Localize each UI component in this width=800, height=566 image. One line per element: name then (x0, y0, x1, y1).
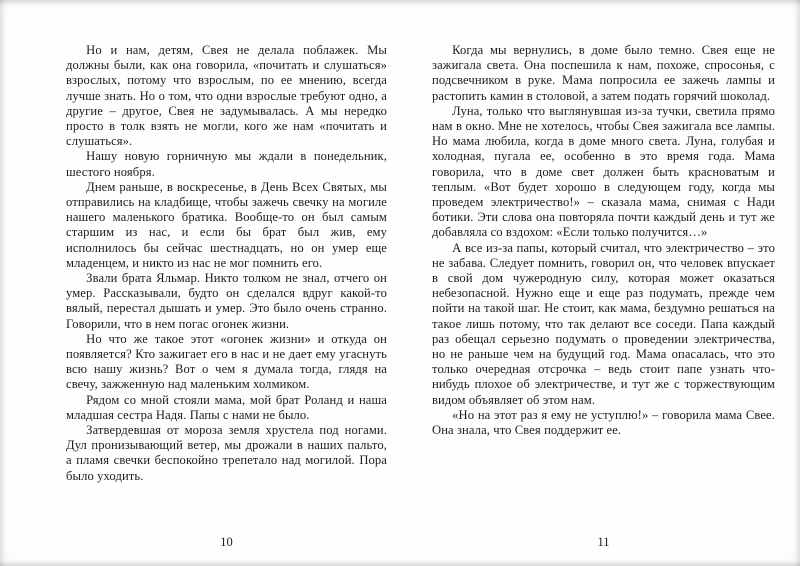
right-page-number: 11 (597, 535, 610, 549)
paragraph: Но что же такое этот «огонек жизни» и откуда он появляется? Кто зажигает его в нас и не дает ему угаснуть всю нашу жизнь? Вот о чем я думала тогда, глядя на свечу, зажженную над маленьким холмиком. (66, 331, 387, 392)
left-page-text-block (66, 43, 387, 484)
paragraph: Звали брата Яльмар. Никто толком не знал, отчего он умер. Рассказывали, будто он сделался вдруг какой-то вялый, перестал дышать и умер. Это было очень странно. Говорили, что в нем погас огонек жизни. (66, 271, 387, 331)
paragraph: Когда мы вернулись, в доме было темно. Свея еще не зажигала света. Она поспешила к нам, похоже, спросонья, с подсвечником в руке. Мама попросила ее зажечь лампы и растопить камин в столовой, а затем подать горячий шоколад. (432, 43, 775, 103)
paragraph: «Но на этот раз я ему не уступлю!» – говорила мама Свее. Она знала, что Свея поддержит ее. (432, 407, 775, 438)
paragraph: А все из-за папы, который считал, что электричество – это не забава. Следует помнить, говорил он, что человек впускает в свой дом чужеродную силу, которая может оказаться небезопасной. Нужно еще и еще раз подумать, прежде чем пойти на такой шаг. Не стоит, как мама, бездумно решаться на такое лишь потому, что так делают все соседи. Папа каждый раз обещал серьезно подумать о проведении электричества, но не раньше чем на будущий год. Мама опасалась, что это только очередная отсрочка – ведь стоит папе узнать что-нибудь плохое об электричестве, и тут же с торжествующим видом объявляет об этом нам. (432, 240, 775, 407)
paragraph: Луна, только что выглянувшая из-за тучки, светила прямо нам в окно. Мне не хотелось, чтобы Свея зажигала все лампы. Но мама любила, когда в доме много света. Луна, голубая и холодная, пугала ее, особенно в это время года. Мама говорила, что в доме свет должен быть красноватым и теплым. «Вот будет хорошо в следующем году, когда мы проведем электричество!» – сказала мама, снимая с Нади ботики. Эти слова она повторяла почти каждый день и тут же добавляла со вздохом: «Если только получится…» (432, 103, 775, 240)
paragraph: Но и нам, детям, Свея не делала поблажек. Мы должны были, как она говорила, «почитать и слушаться» взрослых, потому что взрослым, по ее мнению, всегда лучше знать. Но о том, что одни взрослые требуют одно, а другие – другое, Свея не задумывалась. А мы нередко просто в толк взять не могли, кого же нам «почитать и слушаться». (66, 43, 387, 149)
paragraph: Рядом со мной стояли мама, мой брат Роланд и наша младшая сестра Надя. Папы с нами не было. (66, 392, 387, 422)
paragraph: Нашу новую горничную мы ждали в понедельник, шестого ноября. (66, 149, 387, 179)
right-page-text-block (432, 43, 775, 438)
paragraph: Днем раньше, в воскресенье, в День Всех Святых, мы отправились на кладбище, чтобы зажечь свечку на могиле нашего маленького братика. Вообще-то он был самым старшим из нас, и если бы брат был жив, ему исполнилось бы сейчас шестнадцать, но он умер еще младенцем, и никто из нас не мог помнить его. (66, 179, 387, 270)
right-page (400, 0, 800, 566)
left-page-number: 10 (220, 535, 233, 549)
paragraph: Затвердевшая от мороза земля хрустела под ногами. Дул пронизывающий ветер, мы дрожали в наших пальто, а пламя свечки беспокойно трепетало над могилой. Пора было уходить. (66, 423, 387, 483)
